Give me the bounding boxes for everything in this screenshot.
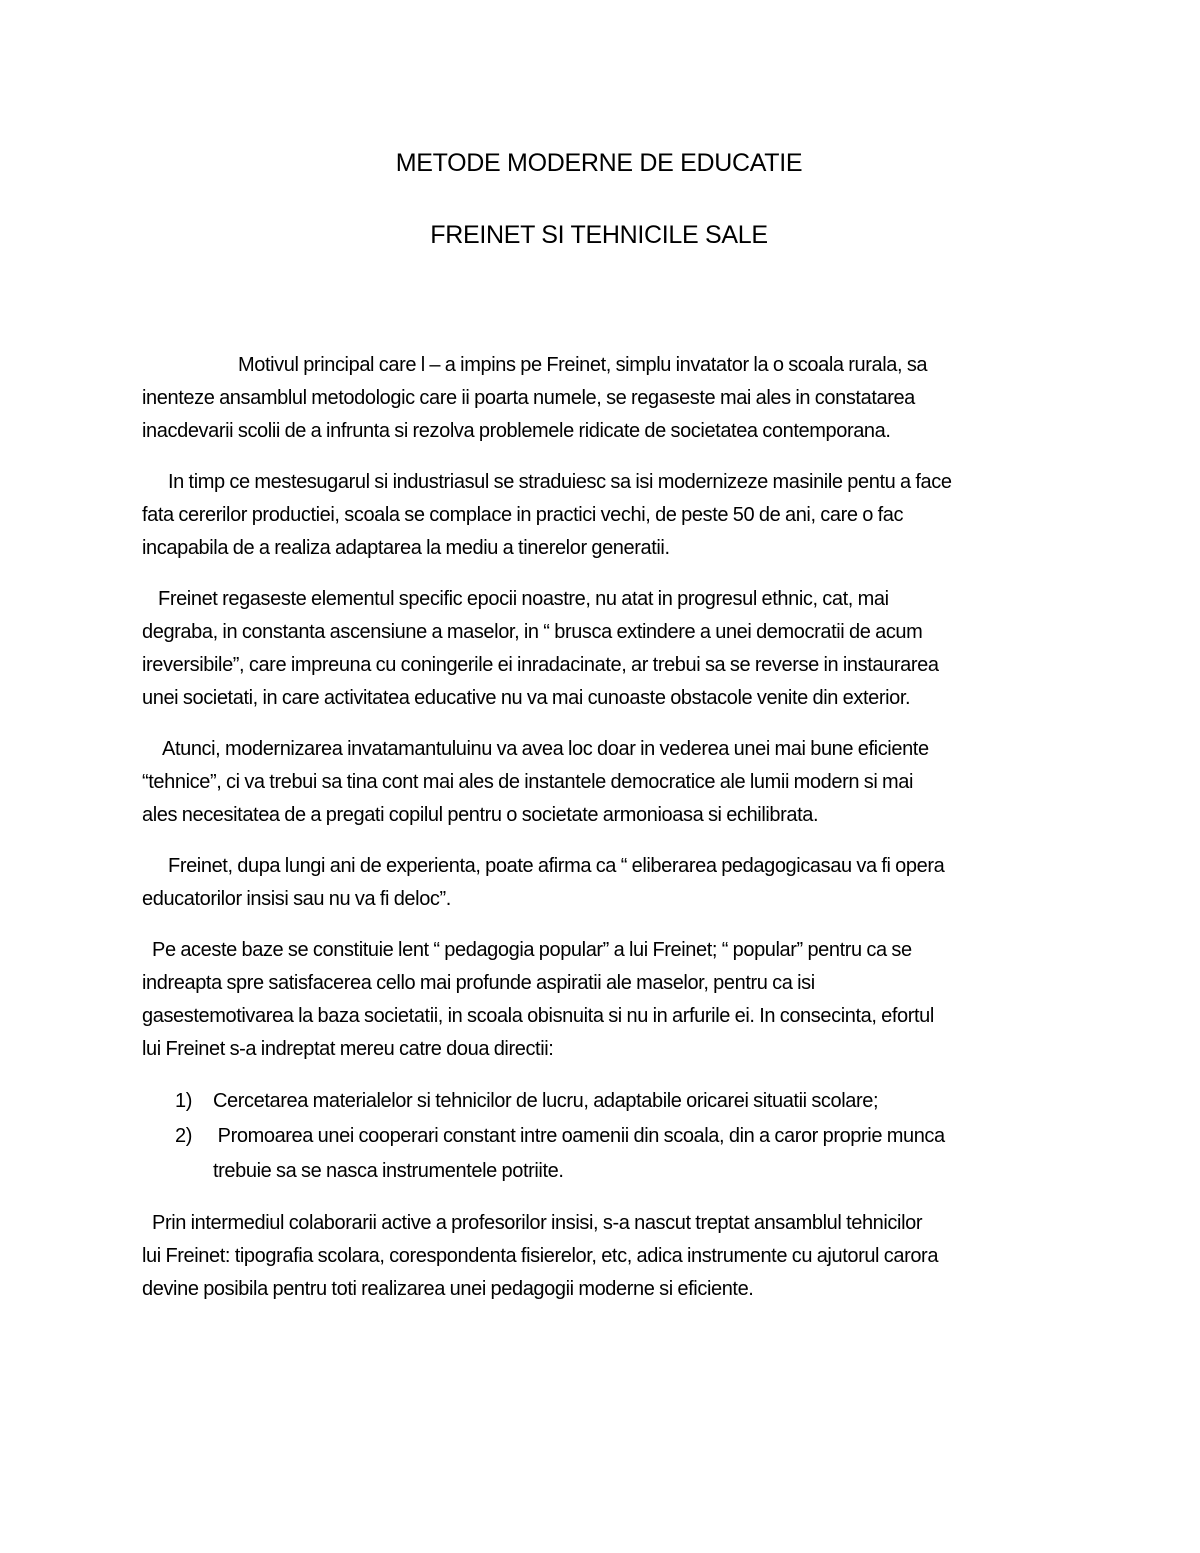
paragraph-line: Pe aceste baze se constituie lent “ pedagogia popular” a lui Freinet; “ popular” pentru ca se (152, 939, 912, 961)
document-content (142, 145, 1056, 1324)
paragraph-line: Prin intermediul colaborarii active a profesorilor insisi, s-a nascut treptat ansamblul tehnicilor (152, 1212, 923, 1234)
paragraph-line: Atunci, modernizarea invatamantuluinu va avea loc doar in vederea unei mai bune eficiente (162, 738, 929, 760)
paragraph (142, 583, 1056, 715)
document-title: METODE MODERNE DE EDUCATIE (395, 149, 803, 177)
paragraph-line: indreapta spre satisfacerea cello mai profunde aspiratii ale maselor, pentru ca isi (142, 972, 815, 994)
list-item-line: Cercetarea materialelor si tehnicilor de lucru, adaptabile oricarei situatii scolare; (213, 1090, 879, 1112)
paragraph-line: educatorilor insisi sau nu va fi deloc”. (142, 888, 451, 910)
document-subtitle: FREINET SI TEHNICILE SALE (430, 221, 768, 249)
paragraph-line: Freinet, dupa lungi ani de experienta, poate afirma ca “ eliberarea pedagogicasau va fi opera (168, 855, 945, 877)
list-item-text (213, 1084, 1056, 1119)
numbered-list (142, 1084, 1056, 1189)
paragraph-line: fata cererilor productiei, scoala se complace in practici vechi, de peste 50 de ani, care o fac (142, 504, 904, 526)
paragraph (142, 466, 1056, 565)
paragraph-line: lui Freinet s-a indreptat mereu catre doua directii: (142, 1038, 554, 1060)
paragraph-line: Freinet regaseste elementul specific epocii noastre, nu atat in progresul ethnic, cat, mai (158, 588, 889, 610)
paragraph-line: unei societati, in care activitatea educative nu va mai cunoaste obstacole venite din exterior. (142, 687, 911, 709)
paragraph-line: inacdevarii scolii de a infrunta si rezolva problemele ridicate de societatea contemporana. (142, 420, 891, 442)
paragraph-line: “tehnice”, ci va trebui sa tina cont mai ales de instantele democratice ale lumii modern si mai (142, 771, 914, 793)
paragraph (142, 850, 1056, 916)
list-item-number: 2) (175, 1125, 192, 1147)
paragraph (142, 934, 1056, 1066)
list-item-number: 1) (175, 1090, 192, 1112)
list-item (142, 1084, 1056, 1119)
document-body (142, 349, 1056, 1306)
list-item-text (213, 1119, 1056, 1189)
paragraph-line: ireversibile”, care impreuna cu coningerile ei inradacinate, ar trebui sa se reverse in instaurarea (142, 654, 939, 676)
paragraph-line: Motivul principal care l – a impins pe Freinet, simplu invatator la o scoala rurala, sa (238, 354, 928, 376)
list-item (142, 1119, 1056, 1189)
paragraph-line: lui Freinet: tipografia scolara, corespondenta fisierelor, etc, adica instrumente cu ajutorul carora (142, 1245, 939, 1267)
paragraph (142, 349, 1056, 448)
paragraph-line: inenteze ansamblul metodologic care ii poarta numele, se regaseste mai ales in constatarea (142, 387, 915, 409)
closing-paragraph (142, 1207, 1056, 1306)
paragraph-line: incapabila de a realiza adaptarea la mediu a tinerelor generatii. (142, 537, 670, 559)
paragraph (142, 733, 1056, 832)
list-item-line: Promoarea unei cooperari constant intre oamenii din scoala, din a caror proprie munca (213, 1125, 945, 1147)
paragraph-line: devine posibila pentru toti realizarea unei pedagogii moderne si eficiente. (142, 1278, 754, 1300)
paragraph-line: ales necesitatea de a pregati copilul pentru o societate armonioasa si echilibrata. (142, 804, 819, 826)
paragraph-line: degraba, in constanta ascensiune a maselor, in “ brusca extindere a unei democratii de acum (142, 621, 923, 643)
paragraph-line: In timp ce mestesugarul si industriasul se straduiesc sa isi modernizeze masinile pentu a face (168, 471, 952, 493)
list-item-line: trebuie sa se nasca instrumentele potriite. (213, 1160, 564, 1182)
paragraph-line: gasestemotivarea la baza societatii, in scoala obisnuita si nu in arfurile ei. In consecinta, efortul (142, 1005, 934, 1027)
